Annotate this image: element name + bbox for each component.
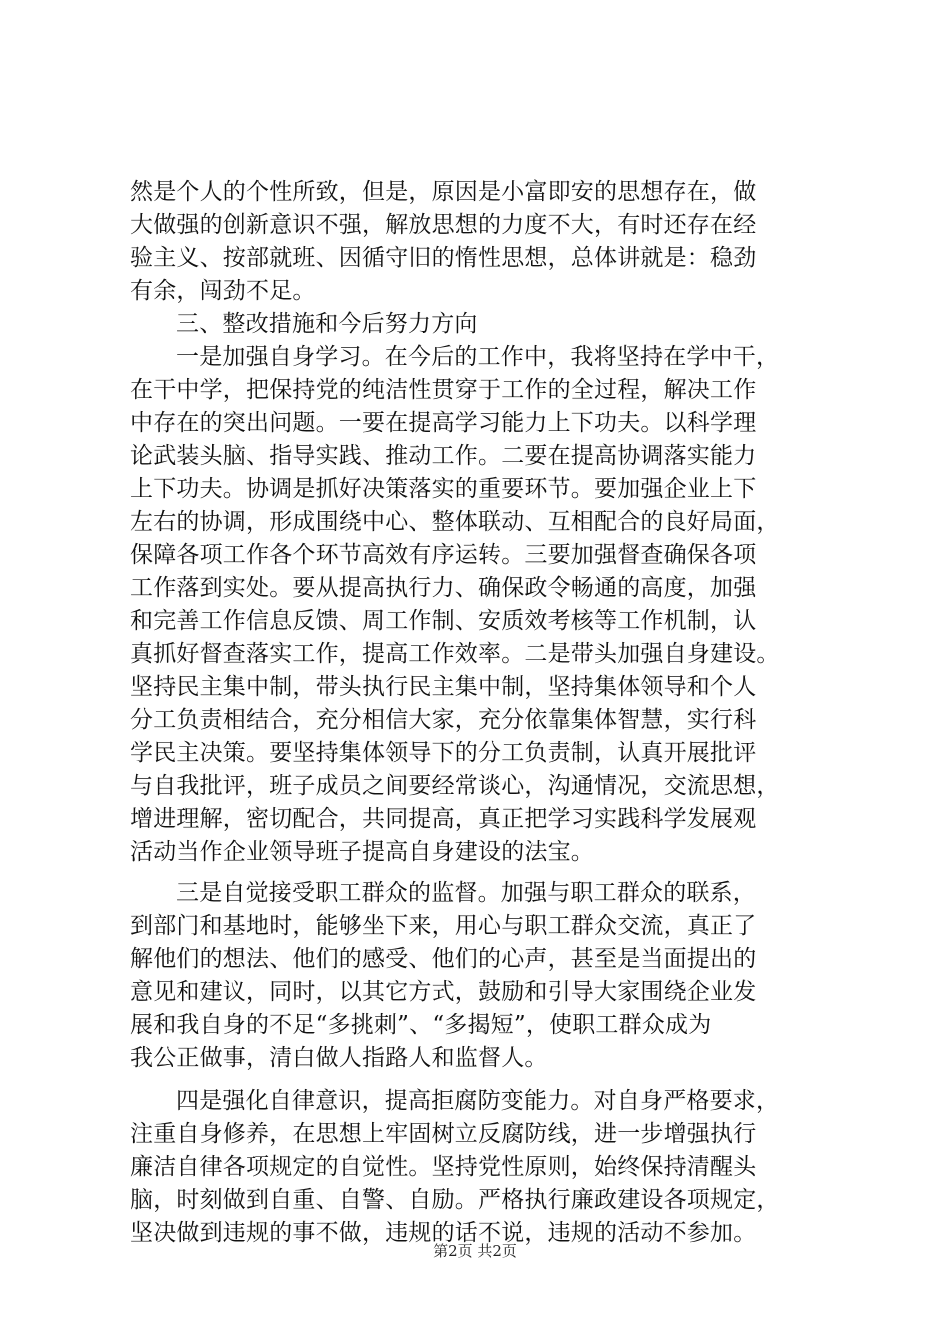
text-line: 与自我批评，班子成员之间要经常谈心，沟通情况，交流思想， bbox=[130, 773, 780, 799]
page-number-footer: 第2页 共2页 bbox=[433, 1242, 517, 1260]
text-line: 和完善工作信息反馈、周工作制、安质效考核等工作机制，认 bbox=[130, 608, 757, 634]
text-line: 坚持民主集中制，带头执行民主集中制，坚持集体领导和个人 bbox=[130, 674, 757, 700]
text-line: 坚决做到违规的事不做，违规的话不说，违规的活动不参加。 bbox=[130, 1220, 757, 1246]
text-line: 廉洁自律各项规定的自觉性。坚持党性原则，始终保持清醒头 bbox=[130, 1154, 757, 1180]
text-line: 大做强的创新意识不强，解放思想的力度不大，有时还存在经 bbox=[130, 212, 757, 238]
text-line: 活动当作企业领导班子提高自身建设的法宝。 bbox=[130, 839, 594, 865]
text-line: 展和我自身的不足“多挑刺”、“多揭短”，使职工群众成为 bbox=[130, 1012, 712, 1038]
text-line: 意见和建议，同时，以其它方式，鼓励和引导大家围绕企业发 bbox=[130, 979, 757, 1005]
text-line: 脑，时刻做到自重、自警、自励。严格执行廉政建设各项规定， bbox=[130, 1187, 780, 1213]
document-body bbox=[130, 176, 830, 1250]
text-line: 三是自觉接受职工群众的监督。加强与职工群众的联系， bbox=[176, 880, 756, 906]
text-line: 上下功夫。协调是抓好决策落实的重要环节。要加强企业上下 bbox=[130, 476, 757, 502]
text-line: 在干中学，把保持党的纯洁性贯穿于工作的全过程，解决工作 bbox=[130, 377, 757, 403]
text-line: 真抓好督查落实工作，提高工作效率。二是带头加强自身建设。 bbox=[130, 641, 780, 667]
text-line: 四是强化自律意识，提高拒腐防变能力。对自身严格要求， bbox=[176, 1088, 780, 1114]
text-line: 学民主决策。要坚持集体领导下的分工负责制，认真开展批评 bbox=[130, 740, 757, 766]
text-line: 有余，闯劲不足。 bbox=[130, 278, 316, 304]
text-line: 然是个人的个性所致，但是，原因是小富即安的思想存在，做 bbox=[130, 179, 757, 205]
text-line: 中存在的突出问题。一要在提高学习能力上下功夫。以科学理 bbox=[130, 410, 757, 436]
text-line: 左右的协调，形成围绕中心、整体联动、互相配合的良好局面， bbox=[130, 509, 780, 535]
text-line: 论武装头脑、指导实践、推动工作。二要在提高协调落实能力 bbox=[130, 443, 757, 469]
text-line: 一是加强自身学习。在今后的工作中，我将坚持在学中干， bbox=[176, 344, 780, 370]
text-line: 验主义、按部就班、因循守旧的惰性思想，总体讲就是：稳劲 bbox=[130, 245, 757, 271]
text-line: 工作落到实处。要从提高执行力、确保政令畅通的高度，加强 bbox=[130, 575, 757, 601]
text-line: 保障各项工作各个环节高效有序运转。三要加强督查确保各项 bbox=[130, 542, 757, 568]
text-line: 分工负责相结合，充分相信大家，充分依靠集体智慧，实行科 bbox=[130, 707, 757, 733]
text-line: 解他们的想法、他们的感受、他们的心声，甚至是当面提出的 bbox=[130, 946, 757, 972]
section-heading: 三、整改措施和今后努力方向 bbox=[176, 311, 478, 337]
text-line: 增进理解，密切配合，共同提高，真正把学习实践科学发展观 bbox=[130, 806, 757, 832]
text-line: 到部门和基地时，能够坐下来，用心与职工群众交流，真正了 bbox=[130, 913, 757, 939]
text-line: 注重自身修养，在思想上牢固树立反腐防线，进一步增强执行 bbox=[130, 1121, 757, 1147]
text-line: 我公正做事，清白做人指路人和监督人。 bbox=[130, 1045, 548, 1071]
